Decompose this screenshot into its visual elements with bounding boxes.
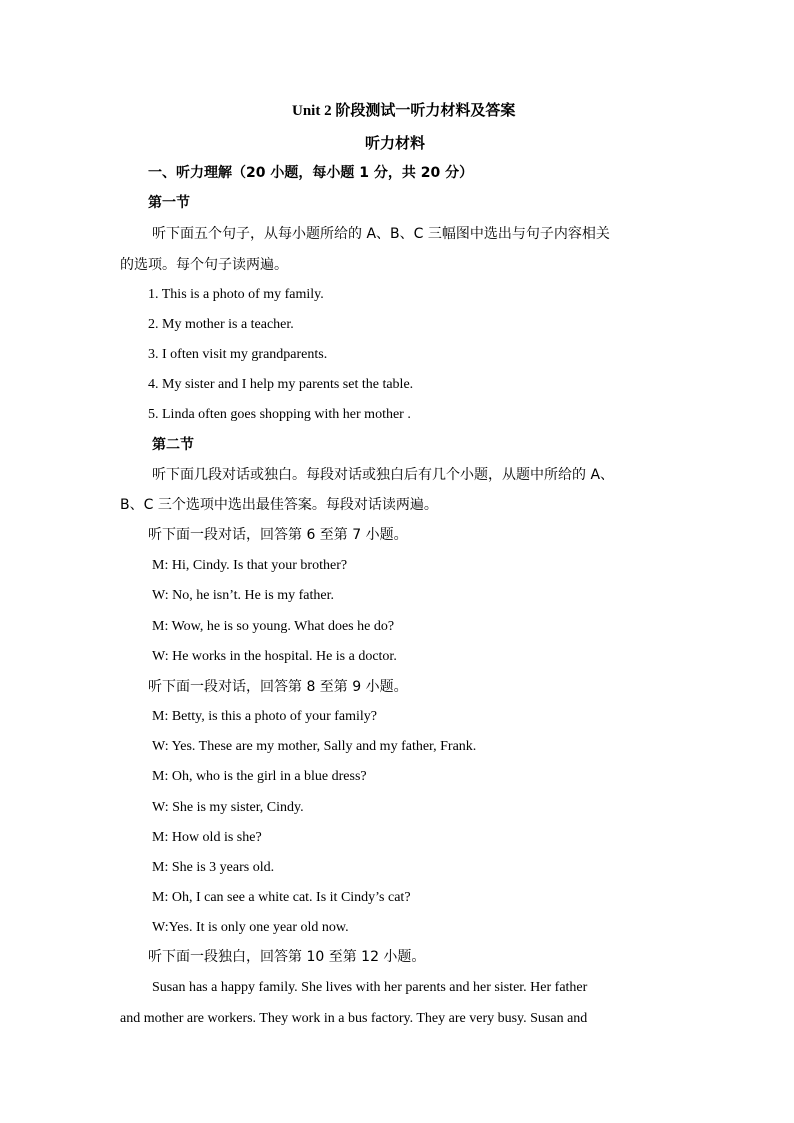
part1-instruction-line1: 听下面五个句子，从每小题所给的 A、B、C 三幅图中选出与句子内容相关 — [152, 226, 610, 242]
sentence-2: 2. My mother is a teacher. — [148, 317, 294, 332]
dialog2-line: W: She is my sister, Cindy. — [152, 800, 304, 815]
part1-instruction-line2: 的选项。每个句子读两遍。 — [120, 257, 288, 273]
dialog2-line: M: She is 3 years old. — [152, 860, 275, 875]
sentence-5: 5. Linda often goes shopping with her mother . — [148, 407, 411, 422]
part2-instruction-line1: 听下面几段对话或独白。每段对话或独白后有几个小题，从题中所给的 A、 — [152, 467, 615, 483]
section-heading: 一、听力理解（20 小题，每小题 1 分，共 20 分） — [148, 165, 474, 181]
dialog2-line: W:Yes. It is only one year old now. — [152, 920, 349, 935]
dialog1-line: W: No, he isn’t. He is my father. — [152, 588, 334, 603]
monologue-line1: Susan has a happy family. She lives with her parents and her sister. Her father — [152, 980, 588, 995]
dialog1-intro: 听下面一段对话，回答第 6 至第 7 小题。 — [148, 527, 408, 543]
dialog1-line: W: He works in the hospital. He is a doctor. — [152, 649, 397, 664]
monologue-line2: and mother are workers. They work in a bus factory. They are very busy. Susan and — [120, 1011, 588, 1026]
dialog2-line: W: Yes. These are my mother, Sally and my father, Frank. — [152, 739, 477, 754]
dialog1-line: M: Hi, Cindy. Is that your brother? — [152, 558, 348, 573]
dialog2-line: M: Oh, who is the girl in a blue dress? — [152, 769, 367, 784]
dialog2-intro: 听下面一段对话，回答第 8 至第 9 小题。 — [148, 679, 408, 695]
dialog2-line: M: How old is she? — [152, 830, 262, 845]
sentence-4: 4. My sister and I help my parents set the table. — [148, 377, 414, 392]
dialog1-line: M: Wow, he is so young. What does he do? — [152, 619, 395, 634]
dialog2-line: M: Betty, is this a photo of your family? — [152, 709, 378, 724]
monologue-intro: 听下面一段独白，回答第 10 至第 12 小题。 — [148, 949, 426, 965]
part2-heading: 第二节 — [152, 437, 194, 453]
sentence-3: 3. I often visit my grandparents. — [148, 347, 328, 362]
document-title: Unit 2 阶段测试一听力材料及答案 — [292, 103, 516, 119]
sentence-1: 1. This is a photo of my family. — [148, 287, 324, 302]
dialog2-line: M: Oh, I can see a white cat. Is it Cindy’s cat? — [152, 890, 411, 905]
part1-heading: 第一节 — [148, 195, 190, 211]
document-subtitle: 听力材料 — [365, 134, 426, 152]
part2-instruction-line2: B、C 三个选项中选出最佳答案。每段对话读两遍。 — [120, 497, 438, 513]
